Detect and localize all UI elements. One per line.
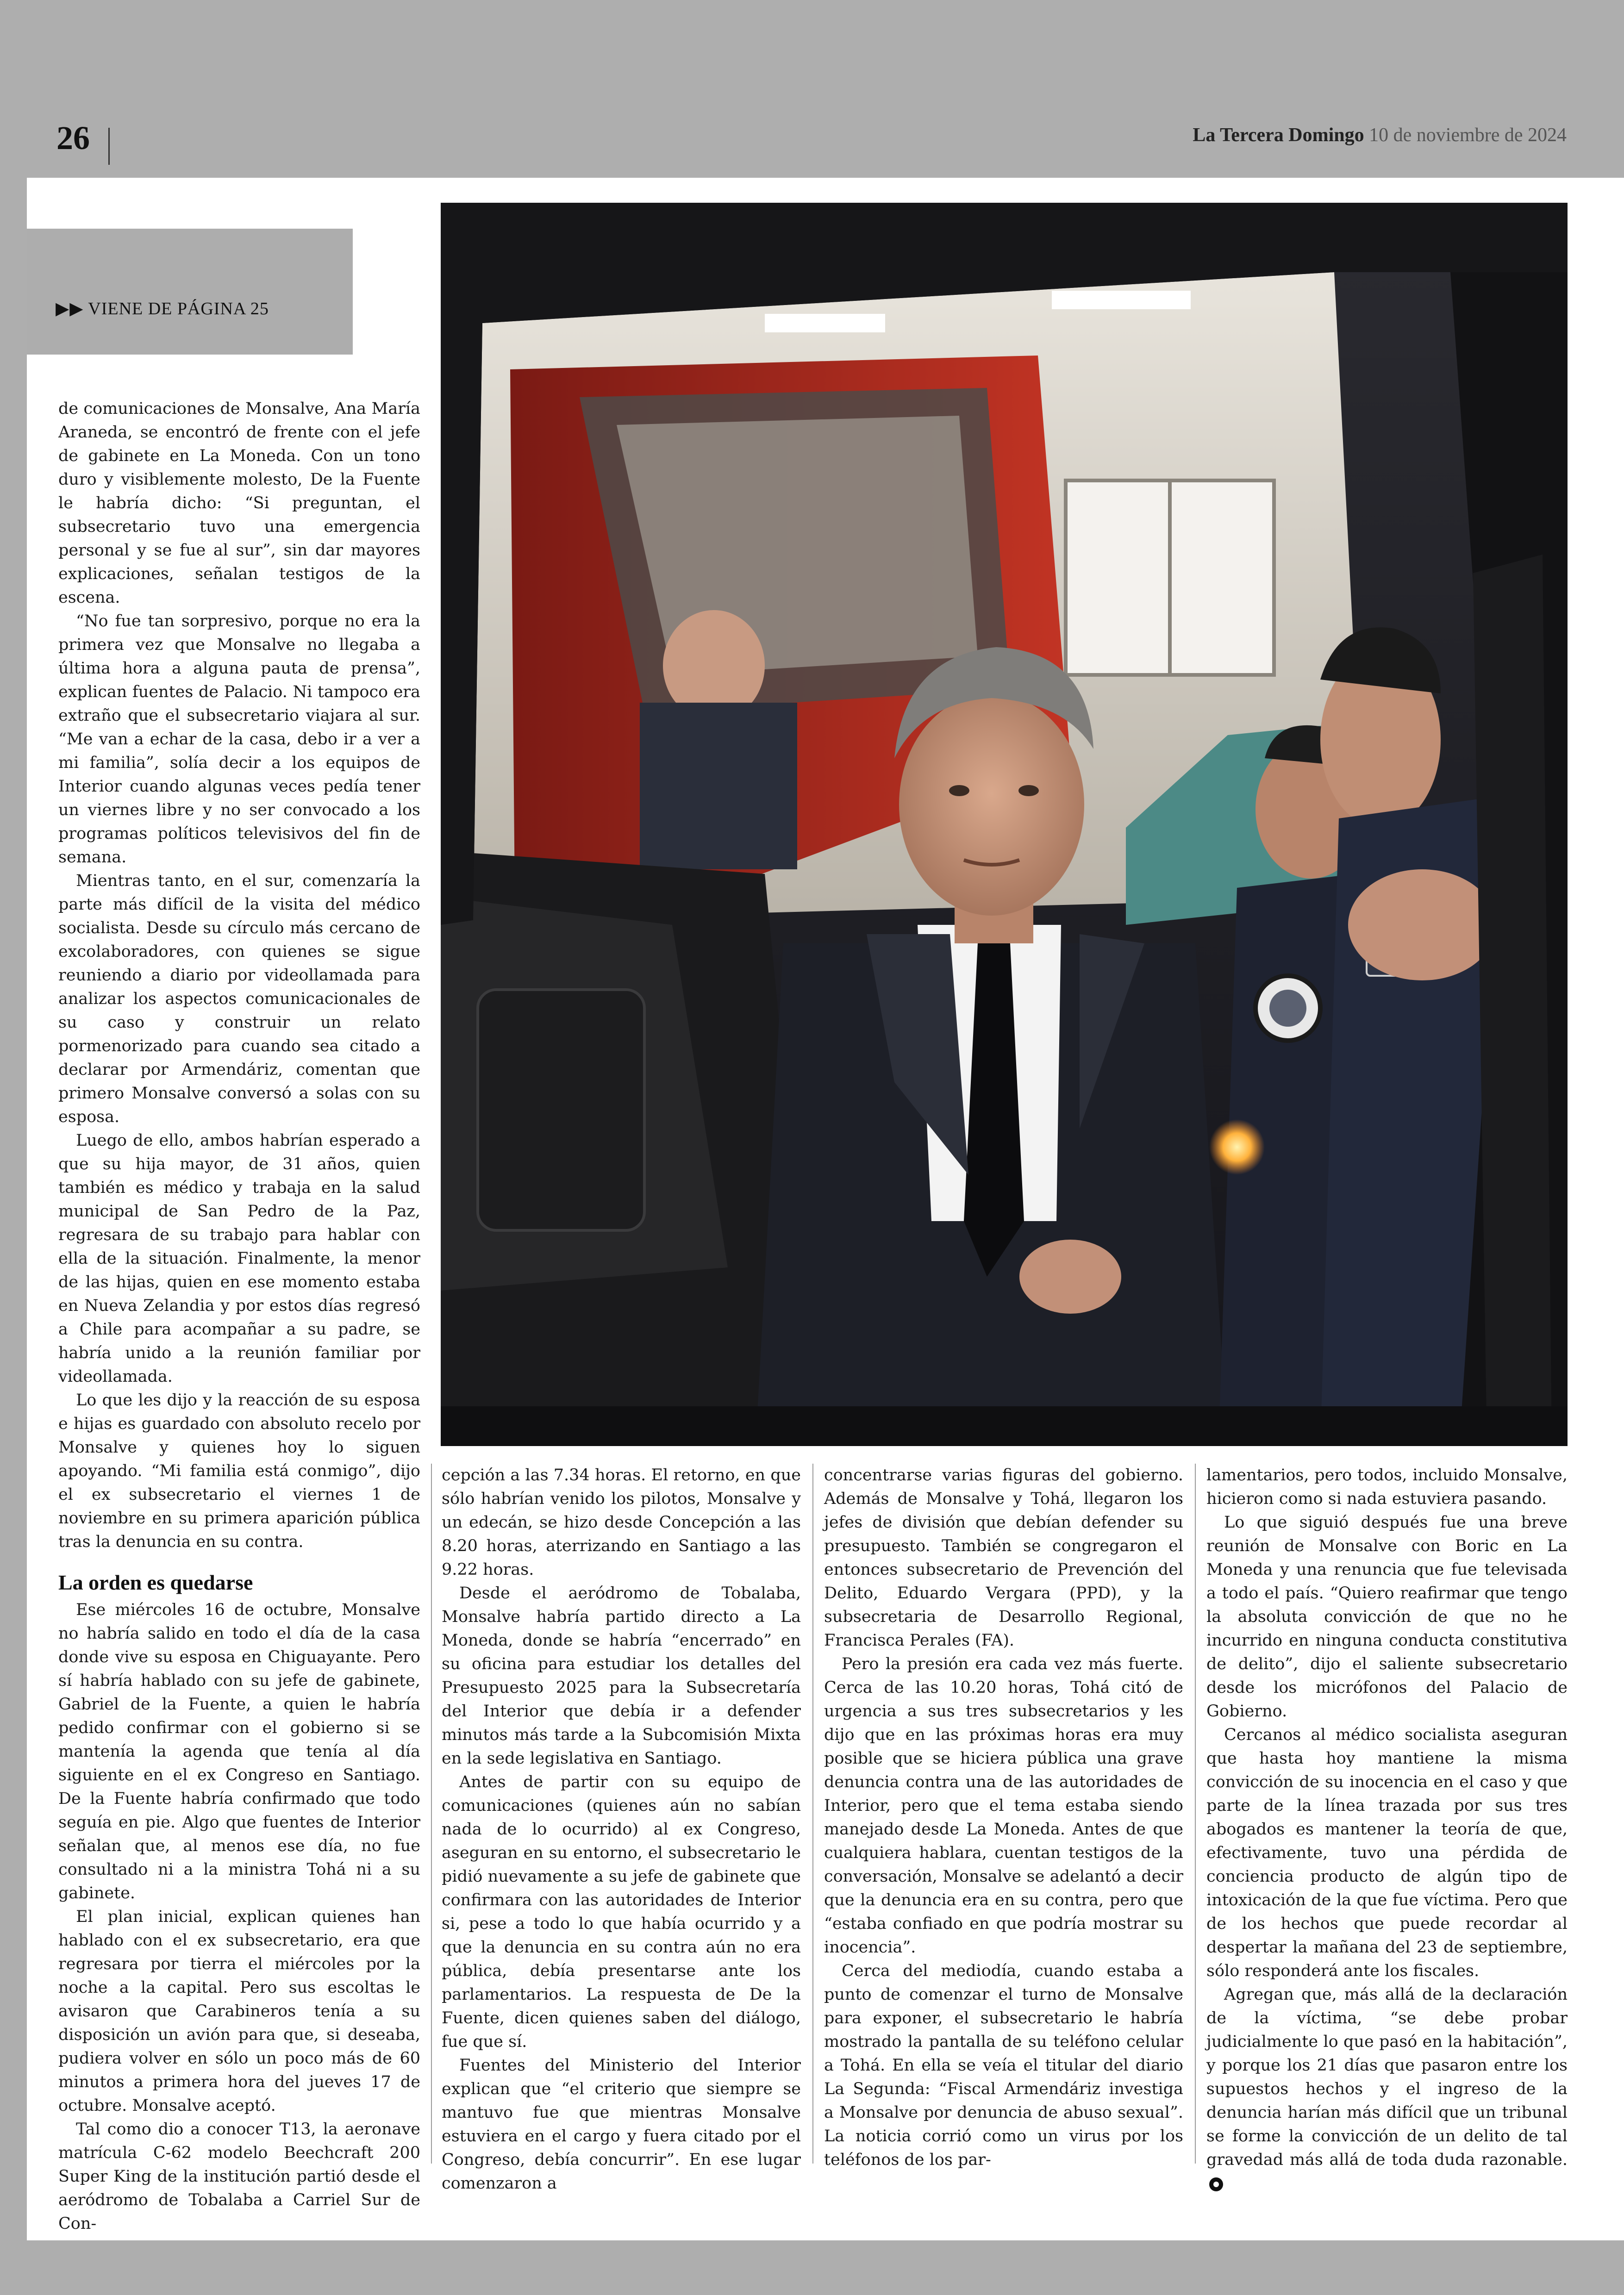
paragraph: “No fue tan sorpresivo, porque no era la primera vez que Monsalve no llegaba a última hora a alguna pauta de prensa”, explican fuentes de Palacio. Ni tampoco era extraño que el subsecretario viajara al sur. “Me van a echar de la casa, debo ir a ver a mi familia”, solía decir a los equipos de Interior cuando algunas veces pedía tener un viernes libre y no ser convocado a los programas políticos televisivos del fin de semana.: [58, 612, 420, 867]
paragraph: Cerca del mediodía, cuando estaba a punto de comenzar el turno de Monsalve para exponer, el subsecretario le habría mostrado la pantalla de su teléfono celular a Tohá. En ella se veía el titular del diario La Segunda: “Fiscal Armendáriz investiga a Monsalve por denuncia de abuso sexual”. La noticia corrió como un virus por los teléfonos de los par-: [824, 1962, 1183, 2169]
paragraph: Pero la presión era cada vez más fuerte. Cerca de las 10.20 horas, Tohá citó de urgencia a sus tres subsecretarios y les dijo que en las próximas horas era muy posible que se hiciera pública una grave denuncia contra una de las autoridades de Interior, pero que el tema estaba siendo manejado desde La Moneda. Antes de que cualquiera hablara, cuentan testigos de la conversación, Monsalve se adelantó a decir que la denuncia era en su contra, pero que “estaba confiado en que podría mostrar su inocencia”.: [824, 1655, 1183, 1957]
paragraph: lamentarios, pero todos, incluido Monsalve, hicieron como si nada estuviera pasando.: [1206, 1466, 1568, 1508]
paragraph: Agregan que, más allá de la declaración de la víctima, “se debe probar judicialmente lo que pasó en la habitación”, y porque los 21 días que pasaron entre los supuestos hechos y el ingreso de la denuncia harían más difícil que un tribunal se forme la convicción de un delito de tal gravedad más allá de toda duda razonable.: [1206, 1985, 1568, 2169]
photo-illustration: [441, 203, 1568, 1446]
paragraph: de comunicaciones de Monsalve, Ana María Araneda, se encontró de frente con el jefe de gabinete en La Moneda. Con un tono duro y visiblemente molesto, De la Fuente le habría dicho: “Si preguntan, el subsecretario tuvo una emergencia personal y se fue al sur”, sin dar mayores explicaciones, señalan testigos de la escena.: [58, 399, 420, 607]
masthead: [1193, 124, 1567, 146]
continued-from-label: ▶▶ VIENE DE PÁGINA 25: [56, 299, 269, 318]
paragraph: Lo que les dijo y la reacción de su esposa e hijas es guardado con absoluto recelo por Monsalve y quienes hoy lo siguen apoyando. “Mi familia está conmigo”, dijo el ex subsecretario el viernes 1 de noviembre en su primera aparición pública tras la denuncia en su contra.: [58, 1391, 420, 1551]
publication-name: La Tercera Domingo: [1193, 125, 1364, 146]
paragraph: Ese miércoles 16 de octubre, Monsalve no habría salido en todo el día de la casa donde vive su esposa en Chiguayante. Pero sí habría hablado con su jefe de gabinete, Gabriel de la Fuente, a quien le habría pedido confirmar con el gobierno si se mantenía la agenda que tenía al día siguiente en el ex Congreso en Santiago. De la Fuente habría confirmado que todo seguía en pie. Algo que fuentes de Interior señalan que, al menos ese día, no fue consultado ni a la ministra Tohá ni a su gabinete.: [58, 1601, 420, 1902]
article-column-3: [824, 1464, 1183, 2167]
paragraph: Tal como dio a conocer T13, la aeronave matrícula C-62 modelo Beechcraft 200 Super King de la institución partió desde el aeródromo de Tobalaba a Carriel Sur de Con-: [58, 2120, 420, 2233]
paragraph: concentrarse varias figuras del gobierno. Además de Monsalve y Tohá, llegaron los jefes de división que debían defender su presupuesto. También se congregaron el entonces subsecretario de Prevención del Delito, Eduardo Vergara (PPD), y la subsecretaria de Desarrollo Regional, Francisca Perales (FA).: [824, 1466, 1183, 1650]
page-number-divider: [108, 128, 110, 165]
article-column-1: [58, 397, 420, 2233]
end-of-article-icon: [1209, 2177, 1223, 2191]
page-number: 26: [56, 119, 90, 156]
column-divider: [1195, 1464, 1196, 2164]
continued-from-box: [27, 229, 353, 355]
section-subheading: La orden es quedarse: [58, 1571, 253, 1594]
paragraph: El plan inicial, explican quienes han hablado con el ex subsecretario, era que regresara por tierra el miércoles por la noche a la capital. Pero sus escoltas le avisaron que Carabineros tenía a su disposición un avión para que, si deseaba, pudiera volver en sólo un poco más de 60 minutos a primera hora del jueves 17 de octubre. Monsalve aceptó.: [58, 1908, 420, 2115]
article-column-2: [442, 1464, 801, 2193]
paragraph: Antes de partir con su equipo de comunicaciones (quienes aún no sabían nada de lo ocurrido) al ex Congreso, aseguran en su entorno, el subsecretario le pidió nuevamente a su jefe de gabinete que confirmara con las autoridades de Interior si, pese a todo lo que había ocurrido y a que la denuncia en su contra aún no era pública, debía presentarse ante los parlamentarios. La respuesta de De la Fuente, dicen quienes saben del diálogo, fue que sí.: [442, 1773, 801, 2051]
paragraph: Cercanos al médico socialista aseguran que hasta hoy mantiene la misma convicción de su inocencia en el caso y que parte de la línea trazada por sus tres abogados es mantener la teoría de que, efectivamente, tuvo una pérdida de conciencia producto de algún tipo de intoxicación de la que fue víctima. Pero que de los hechos que puede recordar al despertar la mañana del 23 de septiembre, sólo responderá ante los fiscales.: [1206, 1726, 1568, 1980]
paragraph: Fuentes del Ministerio del Interior explican que “el criterio que siempre se mantuvo fue que mientras Monsalve estuviera en el cargo y fuera citado por el Congreso, debía concurrir”. En ese lugar comenzaron a: [442, 2056, 801, 2193]
article-photo: [441, 203, 1568, 1446]
column-divider: [812, 1464, 813, 2164]
paragraph: cepción a las 7.34 horas. El retorno, en que sólo habrían venido los pilotos, Monsalve y un edecán, se hizo desde Concepción a las 8.20 horas, aterrizando en Santiago a las 9.22 horas.: [442, 1466, 801, 1579]
paragraph: Mientras tanto, en el sur, comenzaría la parte más difícil de la visita del médico socialista. Desde su círculo más cercano de excolaboradores, con quienes se sigue reuniendo a diario por videollamada para analizar los aspectos comunicacionales de su caso y construir un relato pormenorizado para cuando sea citado a declarar por Armendáriz, comentan que primero Monsalve conversó a solas con su esposa.: [58, 872, 420, 1126]
publication-date: 10 de noviembre de 2024: [1369, 125, 1567, 146]
paragraph: Luego de ello, ambos habrían esperado a que su hija mayor, de 31 años, quien también es médico y trabaja en la salud municipal de San Pedro de la Paz, regresara de su trabajo para hablar con ella de la situación. Finalmente, la menor de las hijas, quien en ese momento estaba en Nueva Zelandia y por estos días regresó a Chile para acompañar a su padre, se habría unido a la reunión familiar por videollamada.: [58, 1131, 420, 1386]
article-column-4: [1206, 1464, 1568, 2167]
paragraph: Lo que siguió después fue una breve reunión de Monsalve con Boric en La Moneda y una renuncia que fue televisada a todo el país. “Quiero reafirmar que tengo la absoluta convicción de que no he incurrido en ninguna conducta constitutiva de delito”, dijo el saliente subsecretario desde los micrófonos del Palacio de Gobierno.: [1206, 1513, 1568, 1721]
column-divider: [431, 1464, 432, 2164]
paragraph: Desde el aeródromo de Tobalaba, Monsalve habría partido directo a La Moneda, donde se habría “encerrado” en su oficina para estudiar los detalles del Presupuesto 2025 para la Subsecretaría del Interior que debía ir a defender minutos más tarde a la Subcomisión Mixta en la sede legislativa en Santiago.: [442, 1584, 801, 1768]
